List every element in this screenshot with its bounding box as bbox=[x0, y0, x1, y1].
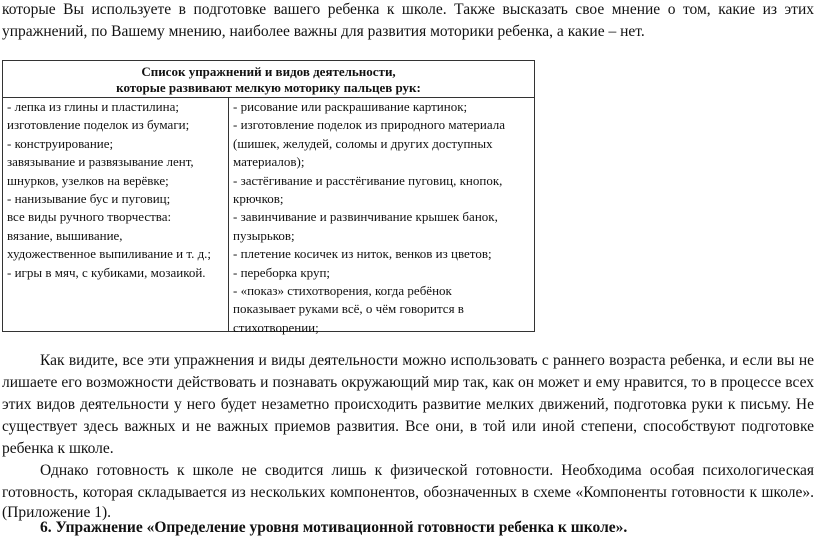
left-column bbox=[7, 98, 227, 282]
right-item: - рисование или раскрашивание картинок; bbox=[233, 99, 468, 114]
paragraph-1-line-5: ребенка к школе. bbox=[2, 440, 114, 457]
left-item: - нанизывание бус и пуговиц; bbox=[7, 191, 171, 207]
right-item: - застёгивание и расстёгивание пуговиц, кнопок, bbox=[233, 172, 503, 188]
section-6-heading: 6. Упражнение «Определение уровня мотивационной готовности ребенка к школе». bbox=[40, 519, 628, 536]
intro-line-2: упражнений, по Вашему мнению, наиболее важны для развития моторики ребенка, а какие – нет. bbox=[2, 23, 645, 40]
left-item: вязание, вышивание, bbox=[7, 227, 123, 243]
right-item: крючков; bbox=[233, 191, 284, 207]
right-item: - плетение косичек из ниток, венков из цветов; bbox=[233, 246, 492, 262]
right-item: - переборка круп; bbox=[233, 264, 331, 280]
left-item: - лепка из глины и пластилина; bbox=[7, 99, 179, 114]
right-item: показывает руками всё, о чём говорится в bbox=[233, 301, 464, 317]
table-title-line-1: Список упражнений и видов деятельности, bbox=[141, 64, 396, 79]
paragraph-1-line-3: этих видов деятельности у него будет незаметно происходить развитие мелких движений, подготовка руки к письму. Не bbox=[2, 396, 814, 413]
left-item: все виды ручного творчества: bbox=[7, 209, 172, 225]
paragraph-1-line-1: Как видите, все эти упражнения и виды деятельности можно использовать с раннего возраста ребенка, и если вы не bbox=[40, 352, 814, 369]
left-item: изготовление поделок из бумаги; bbox=[7, 117, 190, 133]
exercises-table bbox=[2, 60, 535, 335]
intro-line-1: которые Вы используете в подготовке вашего ребенка к школе. Также высказать свое мнение о том, какие из этих bbox=[2, 1, 814, 18]
left-item: - игры в мяч, с кубиками, мозаикой. bbox=[7, 264, 206, 280]
right-item: (шишек, желудей, соломы и других доступных bbox=[233, 135, 493, 151]
right-item: пузырьков; bbox=[233, 227, 295, 243]
paragraph-2-line-2: готовность, которая складывается из нескольких компонентов, обозначенных в схеме «Компоненты готовности к школе». bbox=[2, 484, 814, 501]
table-title-line-2: которые развивают мелкую моторику пальцев рук: bbox=[116, 80, 421, 95]
paragraph-1-line-4: существует здесь важных и не важных приемов развития. Все они, в той или иной степени, способствуют подготовке bbox=[2, 418, 814, 435]
left-item: завязывание и развязывание лент, bbox=[7, 154, 194, 170]
left-item: художественное выпиливание и т. д.; bbox=[7, 246, 212, 262]
left-item: шнурков, узелков на верёвке; bbox=[7, 172, 169, 188]
column-divider bbox=[228, 98, 229, 332]
right-item: - завинчивание и развинчивание крышек банок, bbox=[233, 209, 498, 225]
right-item: материалов); bbox=[233, 154, 305, 170]
paragraph-1-line-2: лишаете его возможности действовать и познавать окружающий мир так, как он может и ему нравится, то в процессе всех bbox=[2, 374, 814, 391]
table-header bbox=[3, 61, 534, 98]
paragraph-2-line-3: (Приложение 1). bbox=[2, 504, 112, 521]
right-item: - «показ» стихотворения, когда ребёнок bbox=[233, 283, 452, 299]
left-item: - конструирование; bbox=[7, 135, 114, 151]
right-item: - изготовление поделок из природного материала bbox=[233, 117, 506, 133]
paragraph-2-line-1: Однако готовность к школе не сводится лишь к физической готовности. Необходима особая психологическая bbox=[40, 462, 814, 479]
right-column bbox=[233, 98, 533, 337]
right-item: стихотворении; bbox=[233, 319, 319, 335]
